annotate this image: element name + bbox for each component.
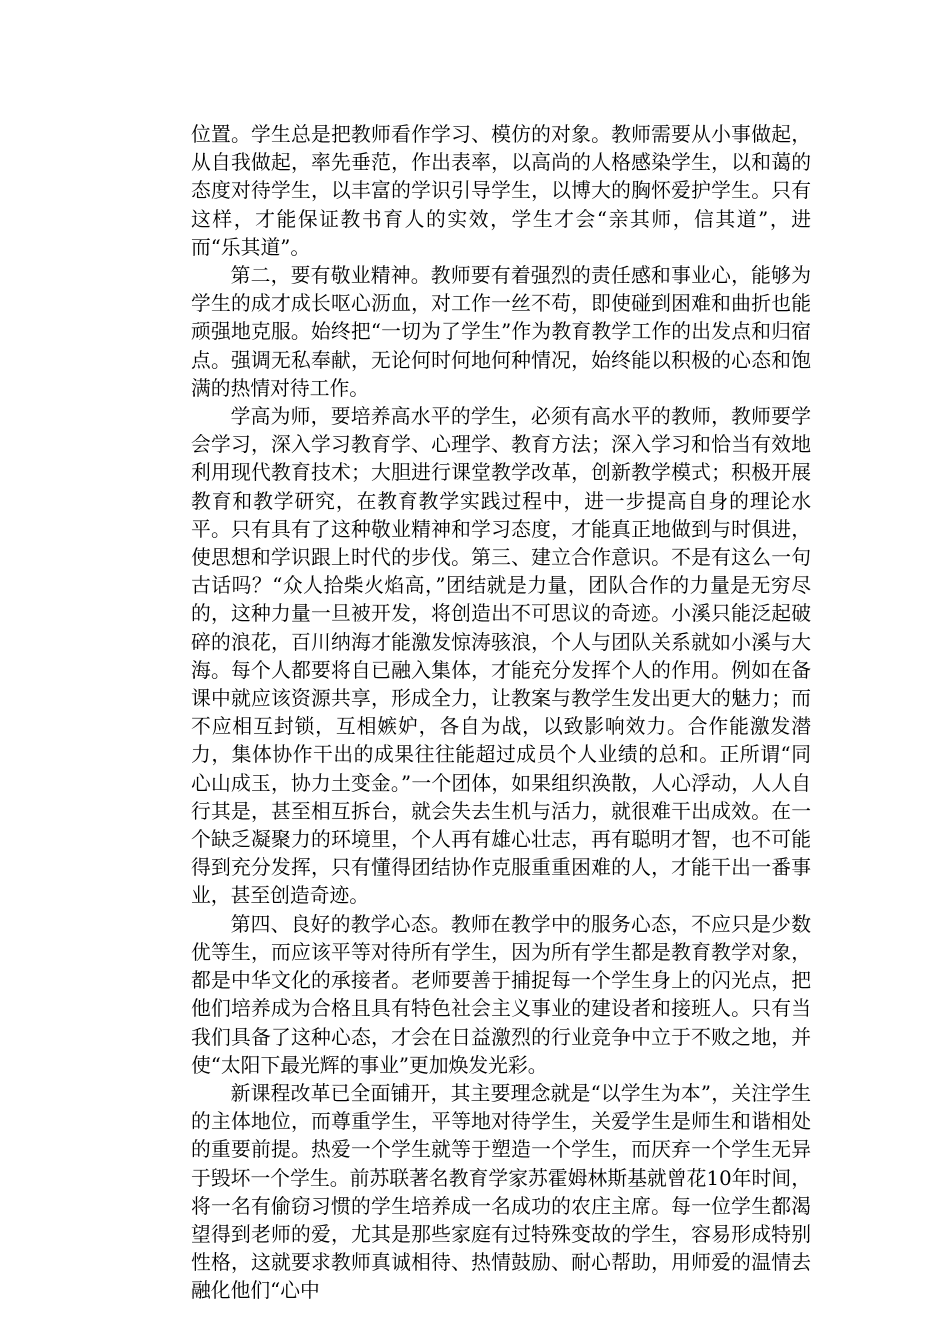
paragraph-1: 位置。学生总是把教师看作学习、模仿的对象。教师需要从小事做起，从自我做起，率先垂范，作出表率，以高尚的人格感染学生，以和蔼的态度对待学生，以丰富的学识引导学生，以博大的胸怀爱护学生。只有这样，才能保证教书育人的实效，学生才会“亲其师，信其道”，进而“乐其道”。	[191, 123, 811, 259]
paragraph-4: 第四、良好的教学心态。教师在教学中的服务心态，不应只是少数优等生，而应该平等对待所有学生，因为所有学生都是教育教学对象，都是中华文化的承接者。老师要善于捕捉每一个学生身上的闪光点，把他们培养成为合格且具有特色社会主义事业的建设者和接班人。只有当我们具备了这种心态，才会在日益激烈的行业竞争中立于不败之地，并使“太阳下最光辉的事业”更加焕发光彩。	[191, 912, 811, 1077]
document-body	[191, 121, 811, 1306]
paragraph-3: 学高为师，要培养高水平的学生，必须有高水平的教师，教师要学会学习，深入学习教育学、心理学、教育方法；深入学习和恰当有效地利用现代教育技术；大胆进行课堂教学改革，创新教学模式；积极开展教育和教学研究，在教育教学实践过程中，进一步提高自身的理论水平。只有具有了这种敬业精神和学习态度，才能真正地做到与时俱进，使思想和学识跟上时代的步伐。第三、建立合作意识。不是有这么一句古话吗？“众人拾柴火焰高，”团结就是力量，团队合作的力量是无穷尽的，这种力量一旦被开发，将创造出不可思议的奇迹。小溪只能泛起破碎的浪花，百川纳海才能激发惊涛骇浪，个人与团队关系就如小溪与大海。每个人都要将自已融入集体，才能充分发挥个人的作用。例如在备课中就应该资源共享，形成全力，让教案与教学生发出更大的魅力；而不应相互封锁，互相嫉妒，各自为战，以致影响效力。合作能激发潜力，集体协作干出的成果往往能超过成员个人业绩的总和。正所谓“同心山成玉，协力土变金。”一个团体，如果组织涣散，人心浮动，人人自行其是，甚至相互拆台，就会失去生机与活力，就很难干出成效。在一个缺乏凝聚力的环境里，个人再有雄心壮志，再有聪明才智，也不可能得到充分发挥，只有懂得团结协作克服重重困难的人，才能干出一番事业，甚至创造奇迹。	[191, 405, 811, 908]
paragraph-2: 第二，要有敬业精神。教师要有着强烈的责任感和事业心，能够为学生的成才成长呕心沥血，对工作一丝不苟，即使碰到困难和曲折也能顽强地克服。始终把“一切为了学生”作为教育教学工作的出发点和归宿点。强调无私奉献，无论何时何地何种情况，始终能以积极的心态和饱满的热情对待工作。	[191, 264, 811, 400]
paragraph-5: 新课程改革已全面铺开，其主要理念就是“以学生为本”，关注学生的主体地位，而尊重学生，平等地对待学生，关爱学生是师生和谐相处的重要前提。热爱一个学生就等于塑造一个学生，而厌弃一个学生无异于毁坏一个学生。前苏联著名教育学家苏霍姆林斯基就曾花10年时间，将一名有偷窃习惯的学生培养成一名成功的农庄主席。每一位学生都渴望得到老师的爱，尤其是那些家庭有过特殊变故的学生，容易形成特别性格，这就要求教师真诚相待、热情鼓励、耐心帮助，用师爱的温情去融化他们“心中	[191, 1081, 811, 1303]
